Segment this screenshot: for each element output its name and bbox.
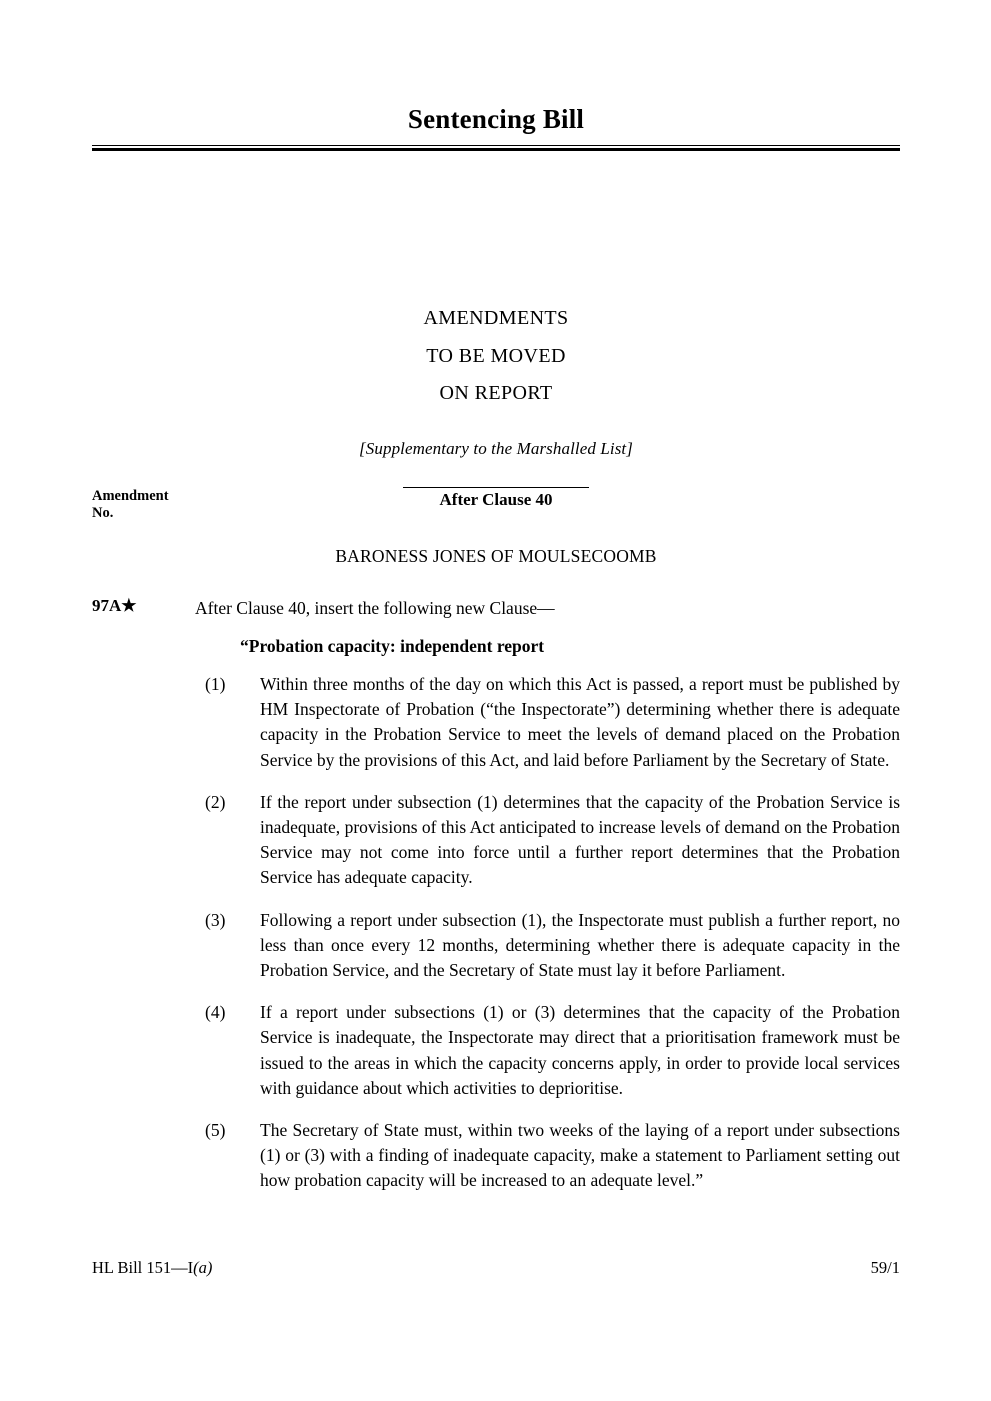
page-title: Sentencing Bill: [407, 104, 585, 134]
heading-amendments: AMENDMENTS: [423, 307, 569, 329]
clause-title: “Probation capacity: independent report: [240, 636, 545, 656]
page-footer: [92, 1258, 900, 1278]
subsection-number: (2): [205, 791, 226, 812]
member-name: BARONESS JONES OF MOULSECOOMB: [335, 546, 657, 566]
section-heading: After Clause 40: [439, 490, 553, 509]
subsection-number: (1): [205, 674, 226, 694]
amendment-head: [92, 596, 900, 622]
subsection-text: The Secretary of State must, within two weeks of the laying of a report under subsections (1) or (3) with a finding of inadequate capacity, make a statement to Parliament setting out how probation capacity will be increased to an adequate level.”: [260, 1120, 900, 1191]
divider-thick-line: [92, 148, 900, 151]
subsection-number: (5): [205, 1120, 226, 1141]
subsection-item: [205, 1118, 900, 1194]
subsection-item: [205, 908, 900, 984]
amendment-block: [92, 596, 900, 1194]
section-divider: [403, 487, 589, 488]
heading-on-report: ON REPORT: [439, 382, 553, 404]
amendment-instruction: After Clause 40, insert the following new Clause—: [195, 598, 555, 618]
subsection-text: Within three months of the day on which this Act is passed, a report must be published by HM Inspectorate of Probation (“the Inspectorate”) determining whether there is adequate capacity in the Probation Service to meet the levels of demand placed on the Probation Service by the provisions of this Act, and laid before Parliament by the Secretary of State.: [260, 674, 900, 770]
subsection-number: (3): [205, 909, 226, 930]
amendment-number-text: 97A: [92, 596, 122, 615]
document-headings: [92, 300, 900, 488]
amendment-number: [92, 596, 137, 616]
subsection-item: [205, 1000, 900, 1101]
subsection-text: If a report under subsections (1) or (3) determines that the capacity of the Probation Service is inadequate, the Inspectorate may direct that a prioritisation framework must be issued to the areas in which the capacity concerns apply, in order to provide local services with guidance about which activities to deprioritise.: [260, 1002, 900, 1098]
subsection-item: [205, 790, 900, 891]
amendment-no-label-line2: No.: [92, 504, 114, 521]
title-divider: [92, 145, 900, 151]
bill-reference: [92, 1258, 212, 1278]
subsection-item: [205, 672, 900, 773]
subsection-list: [205, 672, 900, 1194]
subsection-number: (4): [205, 1002, 226, 1023]
page-reference: 59/1: [870, 1258, 900, 1277]
subsection-text: Following a report under subsection (1), the Inspectorate must publish a further report, no less than once every 12 months, determining whether there is adequate capacity in the Probation Service, and the Secretary of State must lay it before Parliament.: [260, 909, 900, 981]
supplementary-note: [Supplementary to the Marshalled List]: [359, 438, 633, 458]
amendment-no-label-line1: Amendment: [92, 488, 169, 504]
subsection-text: If the report under subsection (1) determines that the capacity of the Probation Service is inadequate, provisions of this Act anticipated to increase levels of demand on the Probation Service may not come into force until a further report determines that the Probation Service has adequate capacity.: [260, 791, 900, 888]
bill-reference-suffix: (a): [193, 1258, 213, 1277]
heading-to-be-moved: TO BE MOVED: [426, 344, 566, 367]
bill-reference-main: HL Bill 151—I: [92, 1258, 194, 1277]
star-icon: ★: [121, 596, 137, 615]
